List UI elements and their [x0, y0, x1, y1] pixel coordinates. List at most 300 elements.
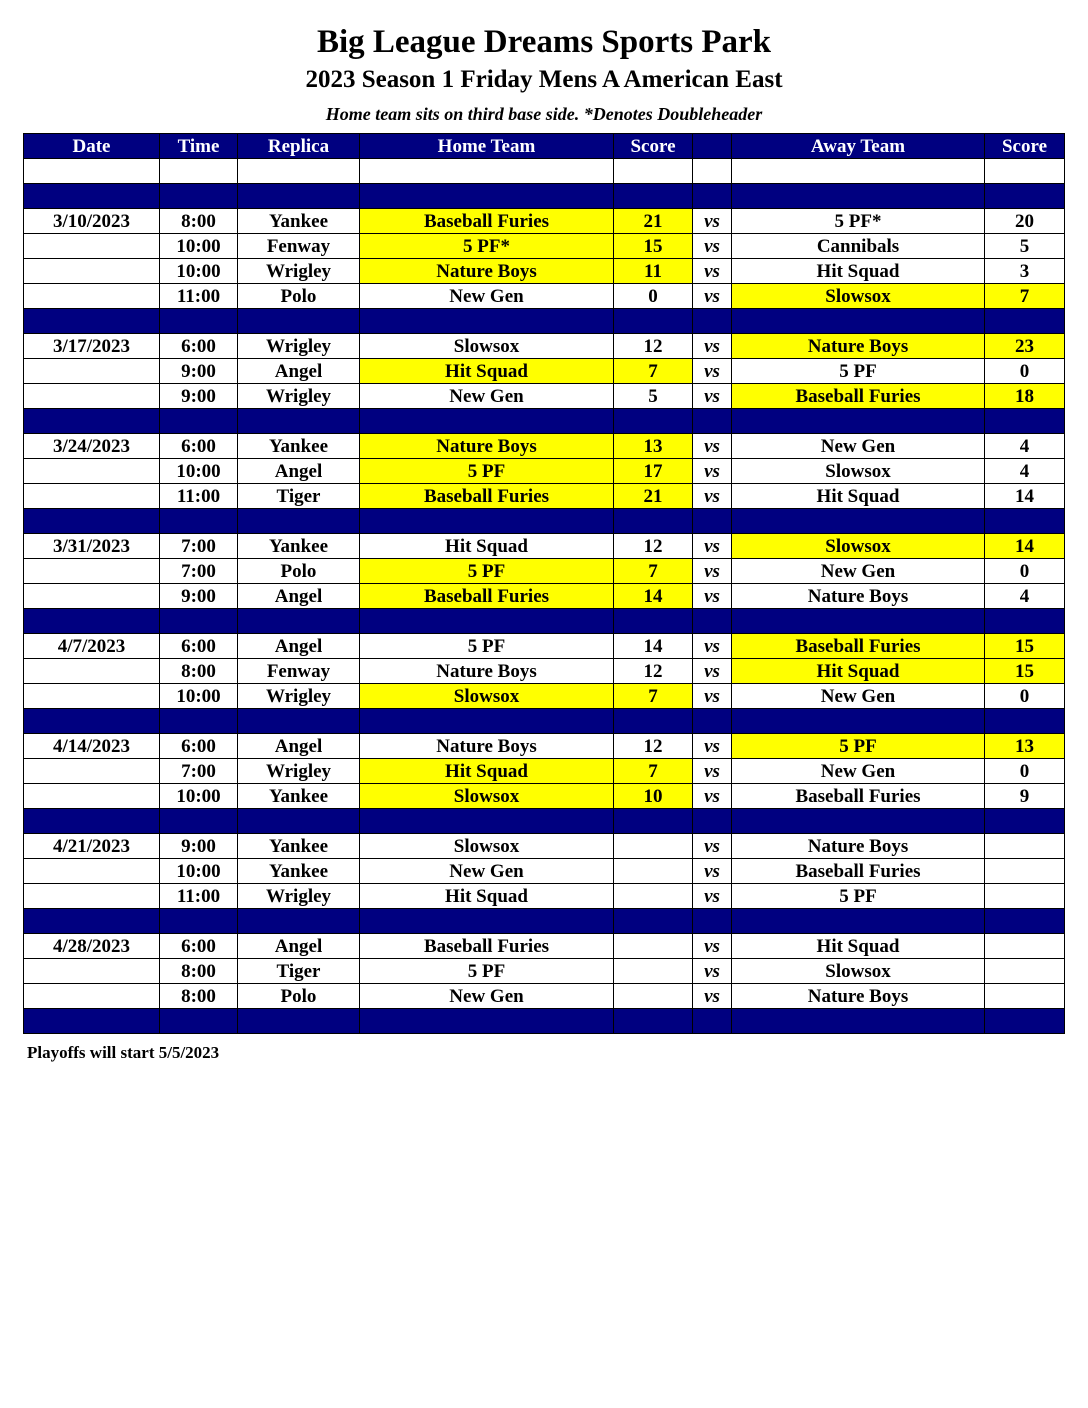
vs-cell: vs	[693, 784, 732, 809]
blank-cell	[693, 409, 732, 434]
home-team-cell: New Gen	[360, 284, 614, 309]
blank-cell	[614, 909, 693, 934]
vs-cell: vs	[693, 834, 732, 859]
blank-cell	[614, 159, 693, 184]
away-team-cell: 5 PF*	[732, 209, 985, 234]
time-cell: 8:00	[160, 659, 238, 684]
blank-cell	[238, 909, 360, 934]
time-cell: 8:00	[160, 209, 238, 234]
blank-cell	[985, 309, 1065, 334]
away-score-cell	[985, 859, 1065, 884]
away-score-cell: 3	[985, 259, 1065, 284]
blank-cell	[985, 509, 1065, 534]
replica-cell: Tiger	[238, 484, 360, 509]
time-cell: 9:00	[160, 384, 238, 409]
blank-cell	[732, 609, 985, 634]
vs-cell: vs	[693, 684, 732, 709]
replica-cell: Angel	[238, 634, 360, 659]
home-score-cell: 0	[614, 284, 693, 309]
away-score-cell: 4	[985, 459, 1065, 484]
home-score-cell: 13	[614, 434, 693, 459]
replica-cell: Angel	[238, 584, 360, 609]
away-team-cell: New Gen	[732, 434, 985, 459]
blank-cell	[732, 409, 985, 434]
blank-cell	[24, 409, 160, 434]
home-team-cell: New Gen	[360, 384, 614, 409]
home-team-cell: 5 PF*	[360, 234, 614, 259]
away-team-cell: Hit Squad	[732, 659, 985, 684]
time-cell: 6:00	[160, 934, 238, 959]
vs-cell: vs	[693, 584, 732, 609]
blank-cell	[732, 809, 985, 834]
blank-cell	[160, 709, 238, 734]
table-row	[24, 259, 1065, 284]
blank-cell	[238, 709, 360, 734]
vs-cell: vs	[693, 209, 732, 234]
col-header-time: Time	[160, 134, 238, 159]
away-team-cell: Hit Squad	[732, 484, 985, 509]
separator-row	[24, 1009, 1065, 1034]
home-team-cell: New Gen	[360, 859, 614, 884]
home-score-cell: 7	[614, 359, 693, 384]
blank-cell	[238, 1009, 360, 1034]
blank-cell	[985, 809, 1065, 834]
replica-cell: Fenway	[238, 659, 360, 684]
replica-cell: Yankee	[238, 209, 360, 234]
away-score-cell: 0	[985, 559, 1065, 584]
table-row	[24, 359, 1065, 384]
time-cell: 7:00	[160, 759, 238, 784]
date-cell	[24, 859, 160, 884]
replica-cell: Wrigley	[238, 384, 360, 409]
blank-cell	[614, 809, 693, 834]
date-cell: 3/24/2023	[24, 434, 160, 459]
away-score-cell: 0	[985, 684, 1065, 709]
replica-cell: Wrigley	[238, 759, 360, 784]
home-team-cell: Nature Boys	[360, 734, 614, 759]
blank-cell	[360, 709, 614, 734]
blank-cell	[160, 159, 238, 184]
vs-cell: vs	[693, 659, 732, 684]
time-cell: 11:00	[160, 884, 238, 909]
home-score-cell	[614, 984, 693, 1009]
blank-cell	[985, 609, 1065, 634]
col-header-home-score: Score	[614, 134, 693, 159]
blank-cell	[693, 809, 732, 834]
away-team-cell: Baseball Furies	[732, 634, 985, 659]
home-team-cell: New Gen	[360, 984, 614, 1009]
time-cell: 6:00	[160, 634, 238, 659]
date-cell	[24, 984, 160, 1009]
vs-cell: vs	[693, 884, 732, 909]
time-cell: 10:00	[160, 784, 238, 809]
date-cell: 4/28/2023	[24, 934, 160, 959]
home-team-cell: 5 PF	[360, 459, 614, 484]
date-cell	[24, 684, 160, 709]
away-score-cell: 14	[985, 484, 1065, 509]
home-score-cell: 11	[614, 259, 693, 284]
table-row	[24, 284, 1065, 309]
away-score-cell: 5	[985, 234, 1065, 259]
away-score-cell	[985, 959, 1065, 984]
table-row	[24, 884, 1065, 909]
away-score-cell: 15	[985, 634, 1065, 659]
away-team-cell: 5 PF	[732, 359, 985, 384]
header-row	[24, 134, 1065, 159]
page-subtitle: 2023 Season 1 Friday Mens A American East	[305, 66, 783, 93]
table-row	[24, 209, 1065, 234]
home-score-cell: 21	[614, 484, 693, 509]
away-team-cell: Baseball Furies	[732, 859, 985, 884]
blank-cell	[360, 159, 614, 184]
date-cell	[24, 359, 160, 384]
blank-cell	[693, 159, 732, 184]
date-cell	[24, 884, 160, 909]
away-team-cell: Nature Boys	[732, 984, 985, 1009]
col-header-away-score: Score	[985, 134, 1065, 159]
home-score-cell	[614, 884, 693, 909]
table-row	[24, 684, 1065, 709]
home-team-cell: Hit Squad	[360, 884, 614, 909]
home-score-cell: 7	[614, 759, 693, 784]
home-team-cell: Hit Squad	[360, 359, 614, 384]
away-team-cell: Slowsox	[732, 284, 985, 309]
home-score-cell	[614, 959, 693, 984]
home-score-cell: 17	[614, 459, 693, 484]
table-row	[24, 384, 1065, 409]
away-team-cell: Slowsox	[732, 534, 985, 559]
date-cell: 4/14/2023	[24, 734, 160, 759]
away-score-cell: 7	[985, 284, 1065, 309]
time-cell: 6:00	[160, 434, 238, 459]
replica-cell: Wrigley	[238, 259, 360, 284]
home-score-cell: 12	[614, 334, 693, 359]
date-cell: 3/17/2023	[24, 334, 160, 359]
blank-cell	[24, 1009, 160, 1034]
blank-cell	[614, 709, 693, 734]
blank-cell	[732, 909, 985, 934]
separator-row	[24, 609, 1065, 634]
time-cell: 6:00	[160, 734, 238, 759]
away-team-cell: Slowsox	[732, 459, 985, 484]
vs-cell: vs	[693, 959, 732, 984]
date-cell	[24, 284, 160, 309]
blank-cell	[614, 1009, 693, 1034]
table-row	[24, 659, 1065, 684]
home-team-cell: Baseball Furies	[360, 209, 614, 234]
home-team-cell: Slowsox	[360, 684, 614, 709]
home-team-cell: Hit Squad	[360, 534, 614, 559]
blank-cell	[732, 1009, 985, 1034]
date-cell	[24, 584, 160, 609]
separator-row	[24, 184, 1065, 209]
home-team-cell: 5 PF	[360, 634, 614, 659]
away-team-cell: Nature Boys	[732, 334, 985, 359]
blank-cell	[360, 509, 614, 534]
table-row	[24, 784, 1065, 809]
time-cell: 9:00	[160, 584, 238, 609]
home-score-cell: 12	[614, 734, 693, 759]
table-row	[24, 734, 1065, 759]
blank-cell	[160, 1009, 238, 1034]
away-team-cell: Hit Squad	[732, 259, 985, 284]
replica-cell: Fenway	[238, 234, 360, 259]
home-team-cell: 5 PF	[360, 559, 614, 584]
date-cell: 3/31/2023	[24, 534, 160, 559]
blank-cell	[238, 159, 360, 184]
vs-cell: vs	[693, 859, 732, 884]
time-cell: 6:00	[160, 334, 238, 359]
separator-row	[24, 409, 1065, 434]
blank-cell	[160, 184, 238, 209]
vs-cell: vs	[693, 459, 732, 484]
schedule-table	[23, 133, 1065, 1034]
table-row	[24, 834, 1065, 859]
date-cell	[24, 759, 160, 784]
table-row	[24, 584, 1065, 609]
blank-cell	[24, 709, 160, 734]
home-team-cell: Slowsox	[360, 834, 614, 859]
vs-cell: vs	[693, 734, 732, 759]
blank-cell	[985, 909, 1065, 934]
home-score-cell: 12	[614, 659, 693, 684]
blank-cell	[693, 1009, 732, 1034]
date-cell	[24, 959, 160, 984]
away-team-cell: New Gen	[732, 559, 985, 584]
blank-cell	[732, 709, 985, 734]
blank-cell	[160, 509, 238, 534]
away-team-cell: Hit Squad	[732, 934, 985, 959]
date-cell	[24, 384, 160, 409]
vs-cell: vs	[693, 284, 732, 309]
home-score-cell: 14	[614, 584, 693, 609]
date-cell	[24, 259, 160, 284]
blank-cell	[160, 809, 238, 834]
page-title: Big League Dreams Sports Park	[316, 24, 772, 60]
blank-cell	[985, 409, 1065, 434]
away-score-cell	[985, 934, 1065, 959]
blank-cell	[360, 1009, 614, 1034]
blank-cell	[24, 509, 160, 534]
blank-cell	[160, 909, 238, 934]
blank-cell	[985, 1009, 1065, 1034]
vs-cell: vs	[693, 484, 732, 509]
away-score-cell: 0	[985, 359, 1065, 384]
blank-cell	[238, 809, 360, 834]
replica-cell: Yankee	[238, 784, 360, 809]
col-header-date: Date	[24, 134, 160, 159]
home-team-cell: Nature Boys	[360, 434, 614, 459]
blank-cell	[238, 184, 360, 209]
replica-cell: Wrigley	[238, 334, 360, 359]
blank-cell	[24, 809, 160, 834]
away-score-cell	[985, 884, 1065, 909]
away-score-cell: 9	[985, 784, 1065, 809]
away-score-cell: 20	[985, 209, 1065, 234]
away-team-cell: Cannibals	[732, 234, 985, 259]
table-row	[24, 759, 1065, 784]
blank-cell	[160, 609, 238, 634]
home-score-cell: 10	[614, 784, 693, 809]
time-cell: 8:00	[160, 984, 238, 1009]
blank-cell	[238, 309, 360, 334]
date-cell	[24, 459, 160, 484]
away-team-cell: New Gen	[732, 759, 985, 784]
date-cell	[24, 484, 160, 509]
table-row	[24, 459, 1065, 484]
schedule-body	[24, 159, 1065, 1034]
vs-cell: vs	[693, 359, 732, 384]
replica-cell: Wrigley	[238, 684, 360, 709]
vs-cell: vs	[693, 534, 732, 559]
home-score-cell: 14	[614, 634, 693, 659]
home-team-cell: Baseball Furies	[360, 934, 614, 959]
blank-cell	[24, 159, 160, 184]
blank-cell	[985, 709, 1065, 734]
blank-cell	[732, 159, 985, 184]
home-score-cell: 7	[614, 559, 693, 584]
date-cell	[24, 559, 160, 584]
schedule-note: Home team sits on third base side. *Denotes Doubleheader	[325, 104, 763, 124]
replica-cell: Angel	[238, 734, 360, 759]
blank-cell	[693, 309, 732, 334]
replica-cell: Polo	[238, 284, 360, 309]
date-cell: 4/21/2023	[24, 834, 160, 859]
vs-cell: vs	[693, 259, 732, 284]
date-cell	[24, 234, 160, 259]
away-team-cell: 5 PF	[732, 734, 985, 759]
replica-cell: Angel	[238, 359, 360, 384]
time-cell: 11:00	[160, 484, 238, 509]
away-team-cell: Nature Boys	[732, 584, 985, 609]
blank-cell	[24, 309, 160, 334]
time-cell: 10:00	[160, 259, 238, 284]
vs-cell: vs	[693, 559, 732, 584]
vs-cell: vs	[693, 759, 732, 784]
home-team-cell: Baseball Furies	[360, 584, 614, 609]
table-row	[24, 334, 1065, 359]
date-cell	[24, 784, 160, 809]
blank-cell	[732, 309, 985, 334]
col-header-away-team: Away Team	[732, 134, 985, 159]
blank-cell	[24, 184, 160, 209]
vs-cell: vs	[693, 334, 732, 359]
date-cell: 4/7/2023	[24, 634, 160, 659]
table-row	[24, 959, 1065, 984]
separator-row	[24, 909, 1065, 934]
replica-cell: Yankee	[238, 534, 360, 559]
time-cell: 10:00	[160, 684, 238, 709]
blank-cell	[693, 509, 732, 534]
time-cell: 10:00	[160, 459, 238, 484]
blank-cell	[238, 609, 360, 634]
away-score-cell	[985, 984, 1065, 1009]
date-cell: 3/10/2023	[24, 209, 160, 234]
away-team-cell: New Gen	[732, 684, 985, 709]
blank-cell	[360, 909, 614, 934]
blank-cell	[360, 609, 614, 634]
home-score-cell	[614, 834, 693, 859]
away-score-cell: 23	[985, 334, 1065, 359]
time-cell: 7:00	[160, 534, 238, 559]
playoffs-note: Playoffs will start 5/5/2023	[27, 1043, 220, 1062]
away-team-cell: Nature Boys	[732, 834, 985, 859]
blank-cell	[360, 809, 614, 834]
home-team-cell: Hit Squad	[360, 759, 614, 784]
replica-cell: Polo	[238, 559, 360, 584]
blank-cell	[614, 509, 693, 534]
time-cell: 9:00	[160, 359, 238, 384]
away-score-cell: 13	[985, 734, 1065, 759]
home-team-cell: Nature Boys	[360, 659, 614, 684]
away-score-cell	[985, 834, 1065, 859]
home-team-cell: Baseball Furies	[360, 484, 614, 509]
blank-cell	[614, 409, 693, 434]
separator-row	[24, 309, 1065, 334]
vs-cell: vs	[693, 234, 732, 259]
home-team-cell: Slowsox	[360, 784, 614, 809]
away-team-cell: Baseball Furies	[732, 784, 985, 809]
blank-cell	[732, 509, 985, 534]
blank-cell	[238, 509, 360, 534]
away-team-cell: 5 PF	[732, 884, 985, 909]
replica-cell: Angel	[238, 934, 360, 959]
replica-cell: Yankee	[238, 859, 360, 884]
home-team-cell: Nature Boys	[360, 259, 614, 284]
home-team-cell: 5 PF	[360, 959, 614, 984]
blank-cell	[732, 184, 985, 209]
col-header-home-team: Home Team	[360, 134, 614, 159]
away-score-cell: 4	[985, 584, 1065, 609]
separator-row	[24, 509, 1065, 534]
away-score-cell: 15	[985, 659, 1065, 684]
vs-cell: vs	[693, 434, 732, 459]
blank-cell	[24, 909, 160, 934]
away-score-cell: 0	[985, 759, 1065, 784]
blank-cell	[360, 184, 614, 209]
home-score-cell: 15	[614, 234, 693, 259]
replica-cell: Yankee	[238, 834, 360, 859]
date-cell	[24, 659, 160, 684]
home-score-cell: 12	[614, 534, 693, 559]
away-score-cell: 4	[985, 434, 1065, 459]
col-header-replica: Replica	[238, 134, 360, 159]
home-score-cell: 21	[614, 209, 693, 234]
time-cell: 7:00	[160, 559, 238, 584]
time-cell: 10:00	[160, 859, 238, 884]
blank-cell	[360, 409, 614, 434]
table-row	[24, 934, 1065, 959]
time-cell: 9:00	[160, 834, 238, 859]
blank-cell	[24, 609, 160, 634]
blank-cell	[238, 409, 360, 434]
col-header-vs	[693, 134, 732, 159]
home-score-cell: 7	[614, 684, 693, 709]
away-score-cell: 18	[985, 384, 1065, 409]
replica-cell: Tiger	[238, 959, 360, 984]
time-cell: 8:00	[160, 959, 238, 984]
blank-cell	[693, 709, 732, 734]
away-score-cell: 14	[985, 534, 1065, 559]
table-row	[24, 234, 1065, 259]
blank-cell	[693, 184, 732, 209]
replica-cell: Polo	[238, 984, 360, 1009]
vs-cell: vs	[693, 634, 732, 659]
blank-cell	[160, 409, 238, 434]
home-team-cell: Slowsox	[360, 334, 614, 359]
replica-cell: Yankee	[238, 434, 360, 459]
away-team-cell: Slowsox	[732, 959, 985, 984]
